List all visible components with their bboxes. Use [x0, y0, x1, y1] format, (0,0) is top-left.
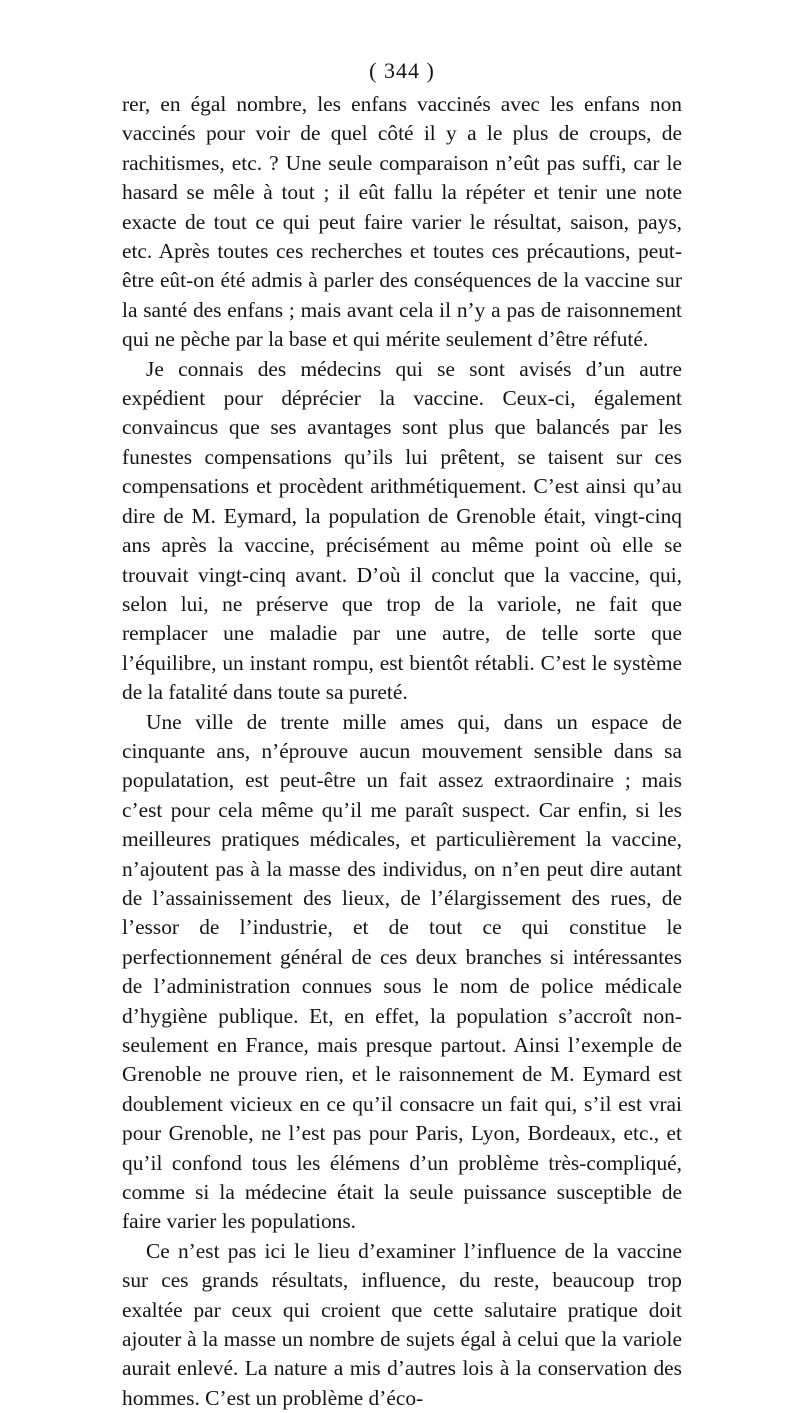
paragraph-3: Une ville de trente mille ames qui, dans un espace de cinquante ans, n’éprouve aucun mouvement sensible dans sa populatation, est peut-être un fait assez extraordinaire ; mais c’est pour cela même qu’il me paraît suspect. Car enfin, si les meilleures pratiques médicales, et particulièrement la vaccine, n’ajoutent pas à la masse des individus, on n’en peut dire autant de l’assainissement des lieux, de l’élargissement des rues, de l’essor de l’industrie, et de tout ce qui constitue le perfectionnement général de ces deux branches si intéressantes de l’administration connues sous le nom de police médicale d’hygiène publique. Et, en effet, la population s’accroît non-seulement en France, mais presque partout. Ainsi l’exemple de Grenoble ne prouve rien, et le raisonnement de M. Eymard est doublement vicieux en ce qu’il consacre un fait qui, s’il est vrai pour Grenoble, ne l’est pas pour Paris, Lyon, Bordeaux, etc., et qu’il confond tous les élémens d’un problème très-compliqué, comme si la médecine était la seule puissance susceptible de faire varier les populations. [122, 709, 682, 1234]
paragraph-2: Je connais des médecins qui se sont avisés d’un autre expédient pour déprécier la vaccine. Ceux-ci, également convaincus que ses avantages sont plus que balancés par les funestes compensations qu’ils lui prêtent, se taisent sur ces compensations et procèdent arithmétiquement. C’est ainsi qu’au dire de M. Eymard, la population de Grenoble était, vingt-cinq ans après la vaccine, précisément au même point où elle se trouvait vingt-cinq avant. D’où il conclut que la vaccine, qui, selon lui, ne préserve que trop de la variole, ne fait que remplacer une maladie par une autre, de telle sorte que l’équilibre, un instant rompu, est bientôt rétabli. C’est le système de la fatalité dans toute sa pureté. [122, 356, 682, 705]
paragraph-4: Ce n’est pas ici le lieu d’examiner l’influence de la vaccine sur ces grands résultats, influence, du reste, beaucoup trop exaltée par ceux qui croient que cette salutaire pratique doit ajouter à la masse un nombre de sujets égal à celui que la variole aurait enlevé. La nature a mis d’autres lois à la conservation des hommes. C’est un problème d’éco- [122, 1238, 682, 1410]
book-page [122, 56, 682, 1413]
paragraph-1: rer, en égal nombre, les enfans vaccinés avec les enfans non vaccinés pour voir de quel côté il y a le plus de croups, de rachitismes, etc. ? Une seule comparaison n’eût pas suffi, car le hasard se mêle à tout ; il eût fallu la répéter et tenir une note exacte de tout ce qui peut faire varier le résultat, saison, pays, etc. Après toutes ces recherches et toutes ces précautions, peut-être eût-on été admis à parler des conséquences de la vaccine sur la santé des enfans ; mais avant cela il n’y a pas de raisonnement qui ne pèche par la base et qui mérite seulement d’être réfuté. [122, 92, 682, 352]
page-number: ( 344 ) [369, 58, 435, 83]
